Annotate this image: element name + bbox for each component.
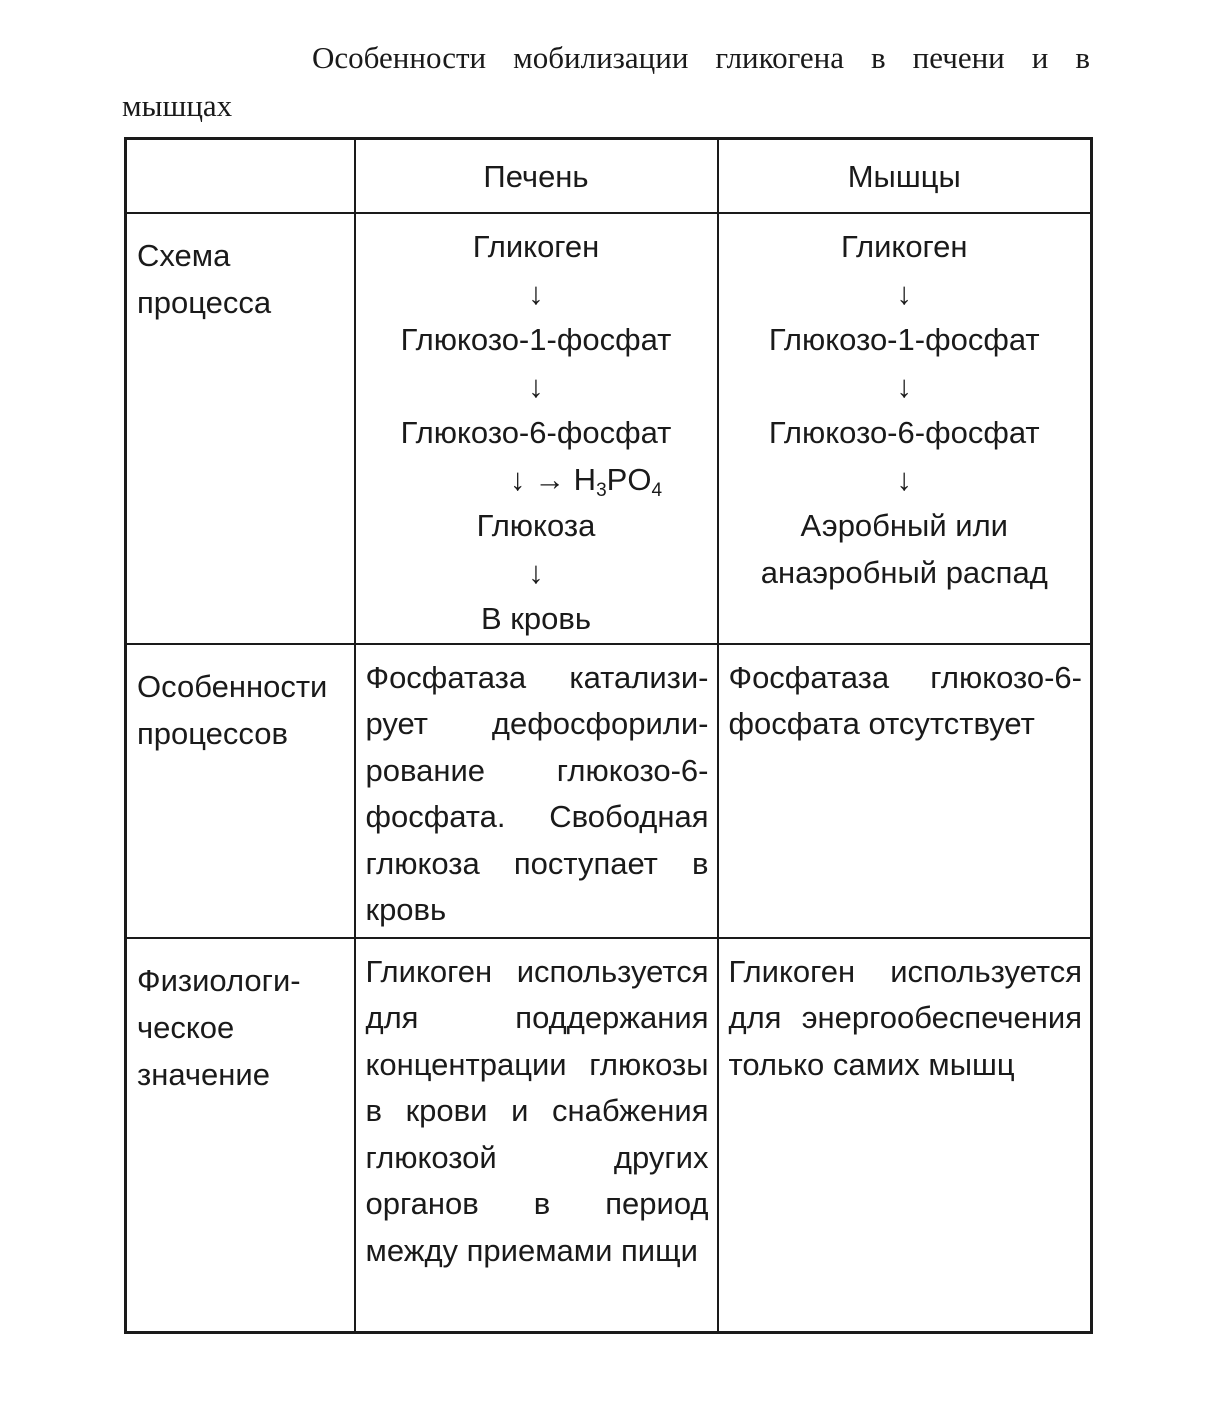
document-title: Особенности мобилизации гликогена в печени и в мышцах <box>122 40 1090 123</box>
muscle-scheme-flow <box>719 214 1091 596</box>
liver-physiology-text: Гликоген используется для поддержания концентрации глюкозы в крови и снабжения глюкозой других органов в период между приемами пищи <box>365 953 709 1268</box>
h3po4-po: PO <box>606 461 652 497</box>
muscle-step-g6p: Глюкозо-6-фосфат <box>768 415 1040 450</box>
row-label-features: Особенности процессов <box>137 668 328 751</box>
muscle-physiology-text: Гликоген используется для энергообеспечения только самих мышц <box>728 953 1082 1082</box>
liver-step-glycogen: Гликоген <box>472 229 600 264</box>
table-header-row <box>126 139 1092 214</box>
muscle-step-breakdown: Аэробный или анаэробный распад <box>760 508 1048 590</box>
liver-step-g6p: Глюкозо-6-фосфат <box>400 415 672 450</box>
muscle-step-glycogen: Гликоген <box>840 229 968 264</box>
h3po4-subscript-3: 3 <box>596 479 607 501</box>
h3po4-subscript-4: 4 <box>651 479 663 501</box>
header-liver: Печень <box>355 139 718 214</box>
liver-step-blood: В кровь <box>481 601 591 636</box>
row-label-physiology: Физиологическое значение <box>137 962 301 1092</box>
table-row-scheme <box>126 213 1092 644</box>
down-arrow-icon: ↓ <box>896 461 912 497</box>
header-empty-cell <box>126 139 355 214</box>
row-label-scheme: Схема процесса <box>137 238 272 320</box>
down-arrow-icon: ↓ <box>528 554 544 590</box>
liver-step-glucose: Глюкоза <box>476 508 596 543</box>
table-row-physiology <box>126 938 1092 1333</box>
down-right-arrow-icon: ↓ → H <box>509 461 597 497</box>
header-muscle: Мышцы <box>718 139 1092 214</box>
muscle-features-text: Фосфатаза глюкозо-6-фосфата отсутствует <box>728 659 1082 741</box>
liver-phosphate-release <box>356 457 717 504</box>
down-arrow-icon: ↓ <box>896 368 912 404</box>
glycogen-mobilization-table <box>124 137 1093 1334</box>
table-row-features <box>126 644 1092 938</box>
down-arrow-icon: ↓ <box>896 275 912 311</box>
liver-step-g1p: Глюкозо-1-фосфат <box>400 322 672 357</box>
liver-features-text: Фосфатаза катализирует дефосфорилирование глюкозо-6-фосфата. Свободная глюкоза поступает в кровь <box>365 659 709 927</box>
down-arrow-icon: ↓ <box>528 275 544 311</box>
liver-scheme-flow <box>356 214 717 643</box>
down-arrow-icon: ↓ <box>528 368 544 404</box>
muscle-step-g1p: Глюкозо-1-фосфат <box>768 322 1040 357</box>
